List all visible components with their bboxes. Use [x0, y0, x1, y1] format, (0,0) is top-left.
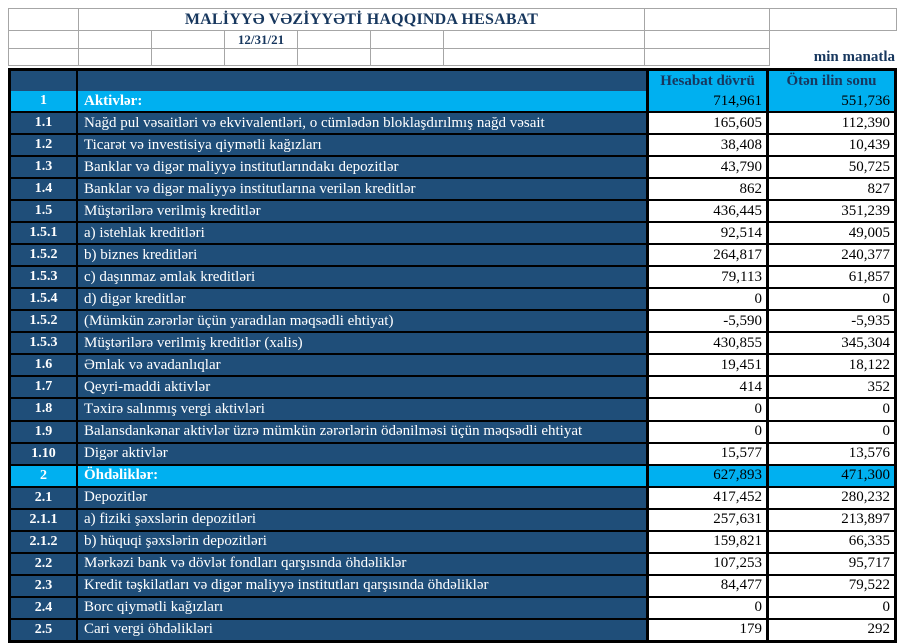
unit-note: min manatla: [813, 48, 895, 65]
table-row: [11, 397, 894, 419]
row-number: 1.5.2: [11, 311, 78, 331]
row-value-previous: 13,576: [769, 444, 894, 464]
grid-cell: [370, 48, 444, 66]
table-row: [11, 530, 894, 552]
row-label: Müştərilərə verilmiş kreditlər (xalis): [78, 333, 649, 353]
table-row: [11, 287, 894, 309]
row-value-current: 43,790: [649, 157, 769, 177]
row-label: Əmlak və avadanlıqlar: [78, 355, 649, 375]
row-value-current: -5,590: [649, 311, 769, 331]
table-row: [11, 375, 894, 397]
row-label: Müştərilərə verilmiş kreditlər: [78, 201, 649, 221]
row-label: (Mümkün zərərlər üçün yaradılan məqsədli ehtiyat): [78, 311, 649, 331]
table-row: [11, 552, 894, 574]
row-value-current: 19,451: [649, 355, 769, 375]
grid-cell: [769, 8, 897, 31]
grid-cell: [151, 30, 225, 49]
grid-cell: [78, 30, 152, 49]
row-number: 2: [11, 466, 78, 486]
row-value-previous: 0: [769, 289, 894, 309]
row-number: 1.4: [11, 179, 78, 199]
table-row: [11, 221, 894, 243]
row-label: b) hüquqi şəxslərin depozitləri: [78, 532, 649, 552]
row-value-current: 0: [649, 598, 769, 618]
row-value-previous: 352: [769, 377, 894, 397]
row-value-previous: 0: [769, 422, 894, 442]
grid-cell: [370, 30, 444, 49]
table-row: [11, 177, 894, 199]
row-value-previous: 50,725: [769, 157, 894, 177]
row-value-current: 436,445: [649, 201, 769, 221]
table-row: [11, 420, 894, 442]
row-value-current: 430,855: [649, 333, 769, 353]
financial-table: [8, 68, 897, 643]
row-number: 2.1: [11, 488, 78, 508]
row-label: b) biznes kreditləri: [78, 245, 649, 265]
row-number: 1.5: [11, 201, 78, 221]
grid-cell: [8, 8, 79, 31]
row-value-previous: 345,304: [769, 333, 894, 353]
row-number: 1.10: [11, 444, 78, 464]
column-header-current: Hesabat dövrü: [649, 71, 769, 91]
row-value-previous: 213,897: [769, 510, 894, 530]
row-value-current: 414: [649, 377, 769, 397]
row-label: Banklar və digər maliyyə institutlarına verilən kreditlər: [78, 179, 649, 199]
row-value-previous: 240,377: [769, 245, 894, 265]
grid-cell: [644, 30, 770, 49]
row-label: Kredit təşkilatları və digər maliyyə institutları qarşısında öhdəliklər: [78, 576, 649, 596]
row-label: Qeyri-maddi aktivlər: [78, 377, 649, 397]
table-row: [11, 486, 894, 508]
row-label: d) digər kreditlər: [78, 289, 649, 309]
row-value-current: 107,253: [649, 554, 769, 574]
row-number: 1.5.3: [11, 267, 78, 287]
table-row: [11, 596, 894, 618]
row-label: c) daşınmaz əmlak kreditləri: [78, 267, 649, 287]
row-value-previous: 10,439: [769, 135, 894, 155]
row-number: 1: [11, 91, 78, 111]
row-value-previous: 292: [769, 620, 894, 640]
row-label: Öhdəliklər:: [78, 466, 649, 486]
table-row: [11, 243, 894, 265]
row-number: 1.6: [11, 355, 78, 375]
grid-cell: [297, 48, 371, 66]
row-label: a) istehlak kreditləri: [78, 223, 649, 243]
row-label: Mərkəzi bank və dövlət fondları qarşısında öhdəliklər: [78, 554, 649, 574]
row-value-current: 257,631: [649, 510, 769, 530]
row-label: Banklar və digər maliyyə institutlarındakı depozitlər: [78, 157, 649, 177]
row-value-current: 179: [649, 620, 769, 640]
row-value-current: 84,477: [649, 576, 769, 596]
table-row: [11, 309, 894, 331]
row-number: 1.8: [11, 399, 78, 419]
row-value-previous: 471,300: [769, 466, 894, 486]
table-row: [11, 574, 894, 596]
grid-cell: [644, 48, 770, 66]
row-number: 2.1.2: [11, 532, 78, 552]
row-label: Digər aktivlər: [78, 444, 649, 464]
row-value-previous: 95,717: [769, 554, 894, 574]
table-row: [11, 199, 894, 221]
row-value-previous: 61,857: [769, 267, 894, 287]
table-row: [11, 91, 894, 111]
row-value-current: 264,817: [649, 245, 769, 265]
row-value-current: 627,893: [649, 466, 769, 486]
row-value-current: 0: [649, 422, 769, 442]
row-label: Aktivlər:: [78, 91, 649, 111]
row-number: 2.2: [11, 554, 78, 574]
table-row: [11, 508, 894, 530]
row-value-previous: 827: [769, 179, 894, 199]
table-row: [11, 618, 894, 640]
row-value-previous: 0: [769, 598, 894, 618]
report-date: 12/31/21: [224, 30, 298, 49]
report-title: MALİYYƏ VƏZİYYƏTİ HAQQINDA HESABAT: [78, 8, 645, 31]
row-value-previous: 49,005: [769, 223, 894, 243]
row-number: 2.1.1: [11, 510, 78, 530]
row-number: 1.2: [11, 135, 78, 155]
table-row: [11, 111, 894, 133]
row-number: 2.4: [11, 598, 78, 618]
row-label: Ticarət və investisiya qiymətli kağızları: [78, 135, 649, 155]
row-value-current: 15,577: [649, 444, 769, 464]
row-value-previous: 79,522: [769, 576, 894, 596]
row-value-previous: 280,232: [769, 488, 894, 508]
row-label: Borc qiymətli kağızları: [78, 598, 649, 618]
table-row: [11, 464, 894, 486]
grid-cell: [8, 30, 79, 49]
row-number: 2.3: [11, 576, 78, 596]
table-row: [11, 133, 894, 155]
row-value-previous: 0: [769, 399, 894, 419]
grid-cell: [644, 8, 770, 31]
row-number: 1.5.1: [11, 223, 78, 243]
table-row: [11, 442, 894, 464]
grid-cell: [78, 48, 152, 66]
grid-cell: [443, 48, 645, 66]
row-value-previous: 351,239: [769, 201, 894, 221]
table-header-row: [11, 71, 894, 91]
row-number: 1.3: [11, 157, 78, 177]
grid-cell: [224, 48, 298, 66]
row-number: 1.5.3: [11, 333, 78, 353]
row-value-previous: -5,935: [769, 311, 894, 331]
row-label: Depozitlər: [78, 488, 649, 508]
row-number: 2.5: [11, 620, 78, 640]
row-label: a) fiziki şəxslərin depozitləri: [78, 510, 649, 530]
table-row: [11, 353, 894, 375]
grid-cell: [151, 48, 225, 66]
row-value-current: 92,514: [649, 223, 769, 243]
row-value-current: 159,821: [649, 532, 769, 552]
row-value-current: 79,113: [649, 267, 769, 287]
row-value-current: 165,605: [649, 113, 769, 133]
table-row: [11, 331, 894, 353]
row-label: Təxirə salınmış vergi aktivləri: [78, 399, 649, 419]
row-label: Cari vergi öhdəlikləri: [78, 620, 649, 640]
table-row: [11, 265, 894, 287]
row-value-previous: 66,335: [769, 532, 894, 552]
table-corner: [11, 71, 78, 91]
row-number: 1.1: [11, 113, 78, 133]
grid-cell: [443, 30, 645, 49]
grid-cell: [8, 48, 79, 66]
column-header-previous: Ötən ilin sonu: [769, 71, 894, 91]
row-number: 1.5.4: [11, 289, 78, 309]
row-value-current: 862: [649, 179, 769, 199]
row-value-current: 38,408: [649, 135, 769, 155]
row-label: Nağd pul vəsaitləri və ekvivalentləri, o cümlədən bloklaşdırılmış nağd vəsait: [78, 113, 649, 133]
row-value-current: 417,452: [649, 488, 769, 508]
row-value-previous: 551,736: [769, 91, 894, 111]
row-value-current: 714,961: [649, 91, 769, 111]
row-number: 1.5.2: [11, 245, 78, 265]
row-number: 1.7: [11, 377, 78, 397]
grid-cell: [297, 30, 371, 49]
row-number: 1.9: [11, 422, 78, 442]
row-value-current: 0: [649, 399, 769, 419]
table-row: [11, 155, 894, 177]
table-label-header: [78, 71, 649, 91]
row-value-previous: 18,122: [769, 355, 894, 375]
row-value-previous: 112,390: [769, 113, 894, 133]
row-value-current: 0: [649, 289, 769, 309]
row-label: Balansdankənar aktivlər üzrə mümkün zərərlərin ödənilməsi üçün məqsədli ehtiyat: [78, 422, 649, 442]
